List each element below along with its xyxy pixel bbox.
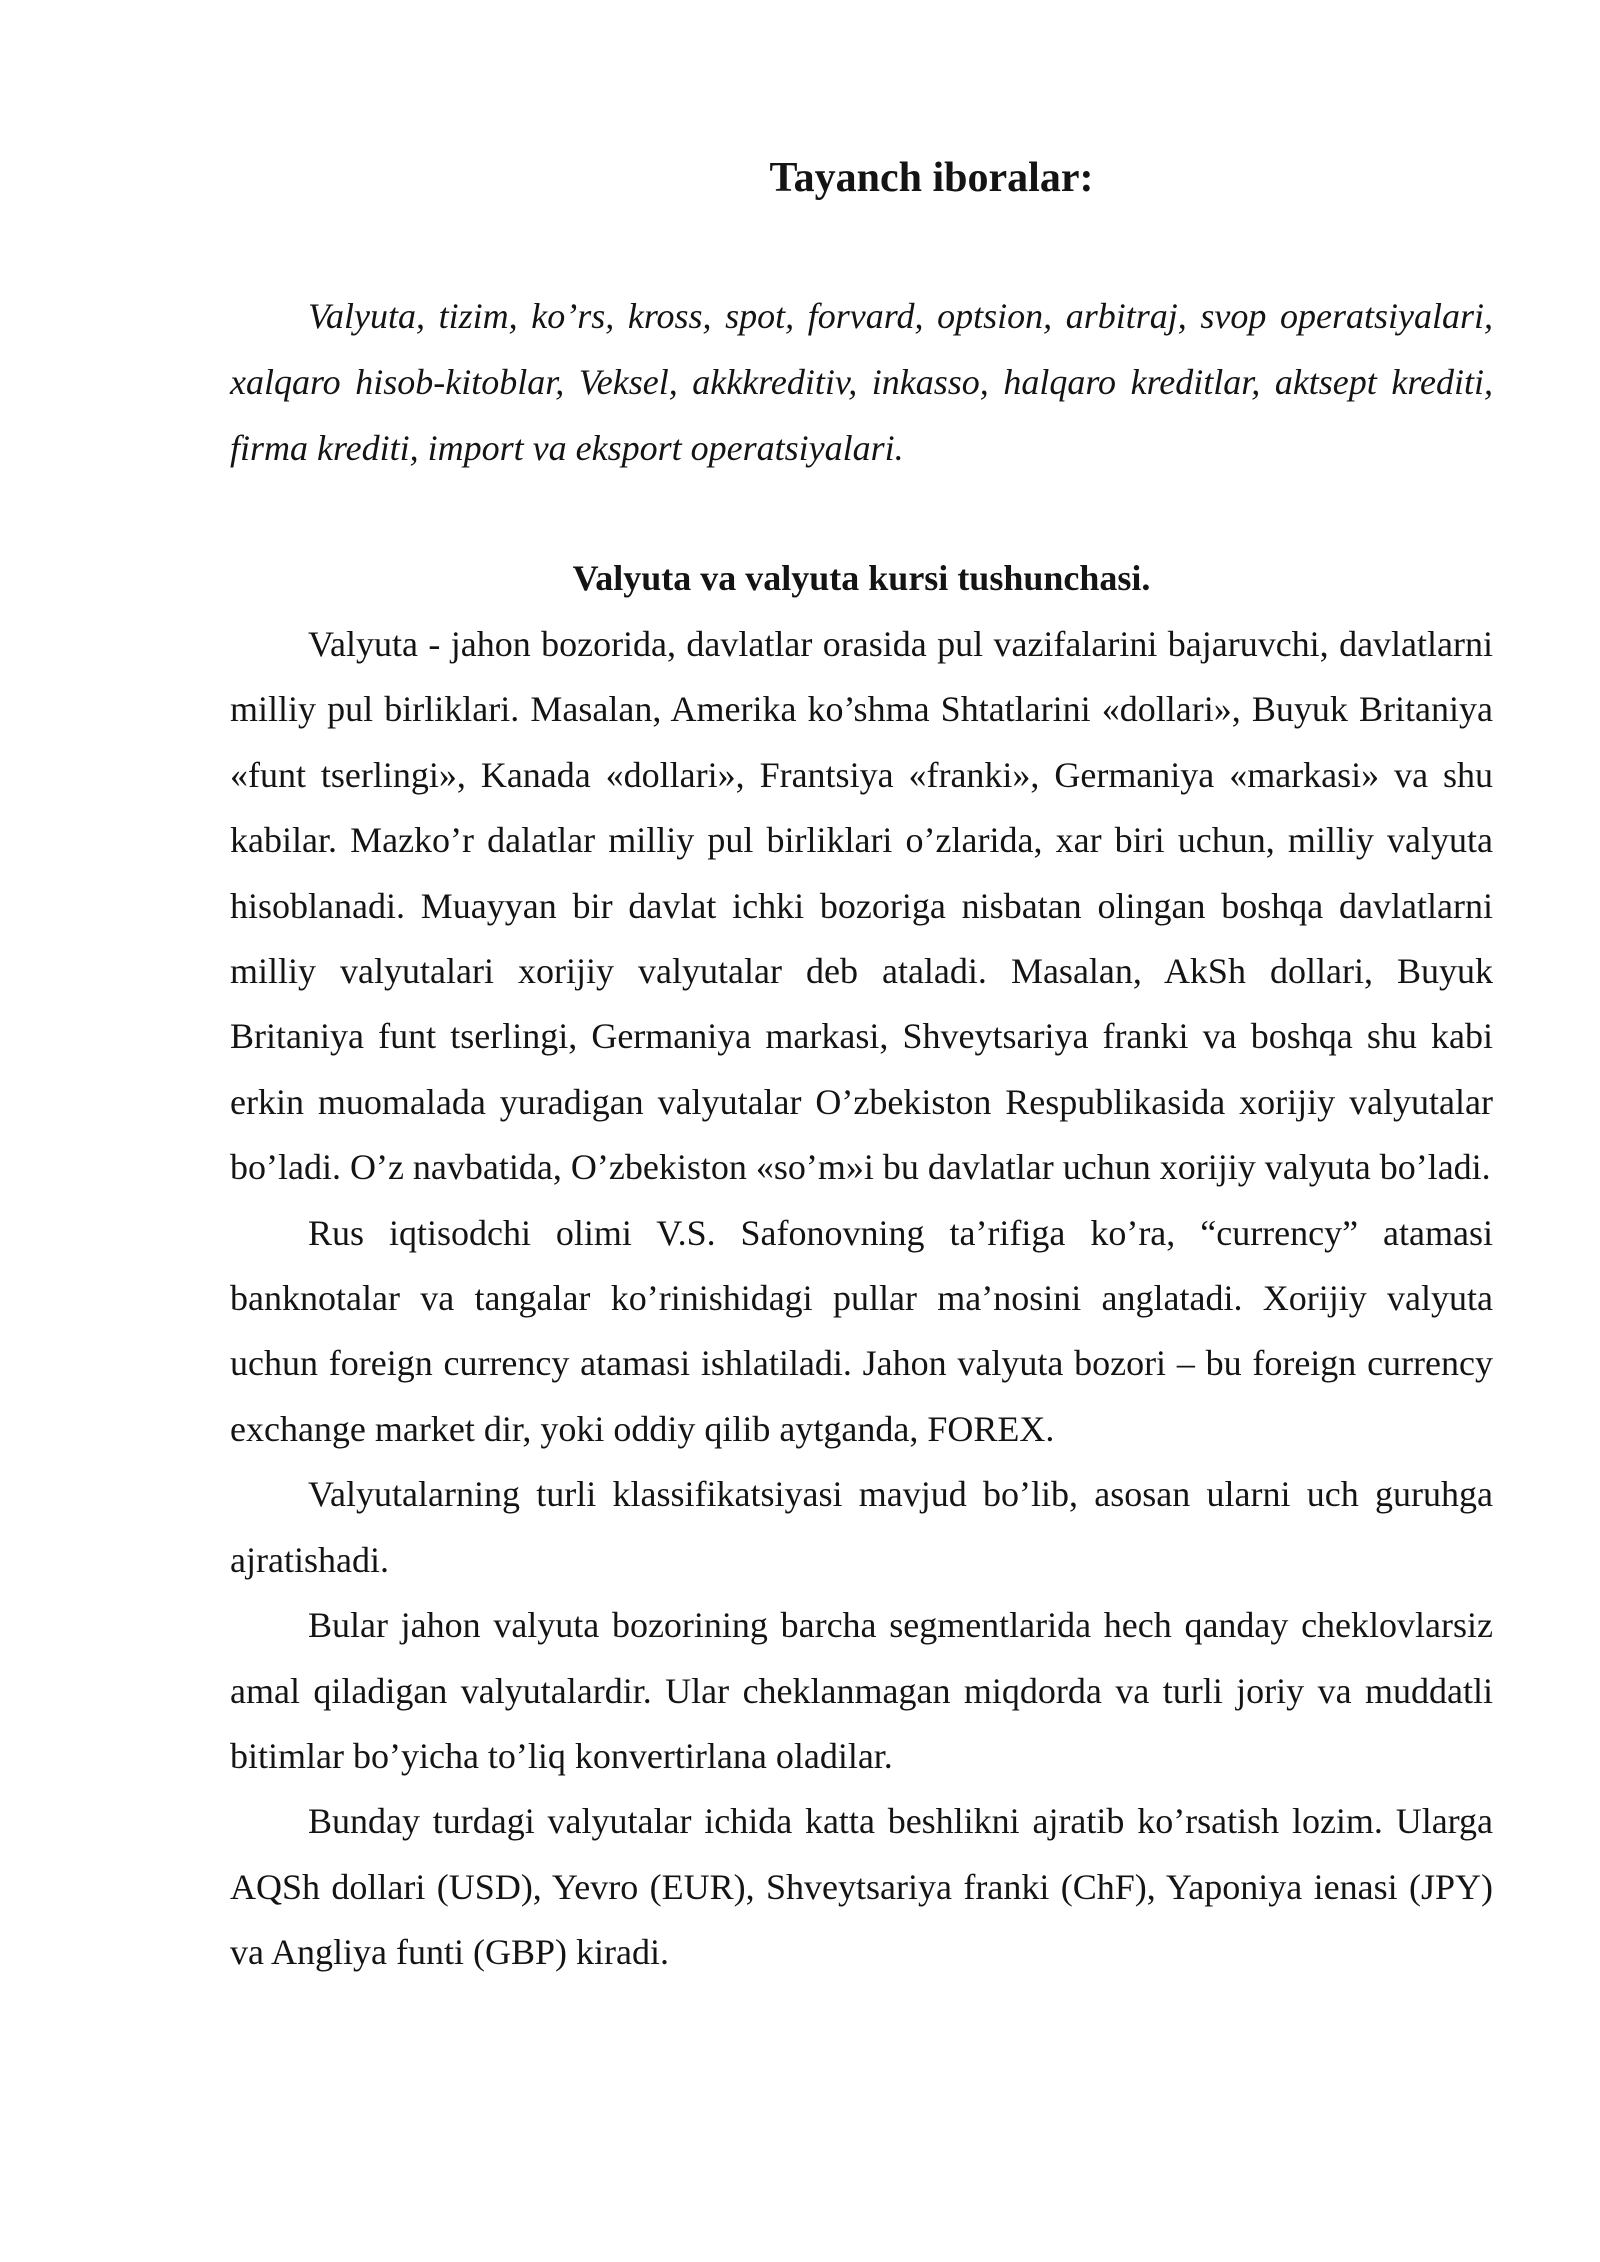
paragraph: Valyutalarning turli klassifikatsiyasi mavjud bo’lib, asosan ularni uch guruhga ajratishadi. [230, 1474, 1493, 1580]
keywords-paragraph: Valyuta, tizim, ko’rs, kross, spot, forvard, optsion, arbitraj, svop operatsiyalari, xalqaro hisob-kitoblar, Veksel, akkkreditiv, inkasso, halqaro kreditlar, aktsept krediti, firma krediti, import va eksport operatsiyalari. [230, 296, 1493, 468]
paragraph: Rus iqtisodchi olimi V.S. Safonovning ta’rifiga ko’ra, “currency” atamasi banknotalar va tangalar ko’rinishidagi pullar ma’nosini anglatadi. Xorijiy valyuta uchun foreign currency atamasi ishlatiladi. Jahon valyuta bozori – bu foreign currency exchange market dir, yoki oddiy qilib aytganda, FOREX. [230, 1212, 1493, 1449]
paragraph: Valyuta - jahon bozorida, davlatlar orasida pul vazifalarini bajaruvchi, davlatlarni milliy pul birliklari. Masalan, Amerika ko’shma Shtatlarini «dollari», Buyuk Britaniya «funt tserlingi», Kanada «dollari», Frantsiya «franki», Germaniya «markasi» va shu kabilar. Mazko’r dalatlar milliy pul birliklari o’zlarida, xar biri uchun, milliy valyuta hisoblanadi. Muayyan bir davlat ichki bozoriga nisbatan olingan boshqa davlatlarni milliy valyutalari xorijiy valyutalar deb ataladi. Masalan, AkSh dollari, Buyuk Britaniya funt tserlingi, Germaniya markasi, Shveytsariya franki va boshqa shu kabi erkin muomalada yuradigan valyutalar O’zbekiston Respublikasida xorijiy valyutalar bo’ladi. O’z navbatida, O’zbekiston «so’m»i bu davlatlar uchun xorijiy valyuta bo’ladi. [230, 624, 1493, 1188]
paragraph: Bunday turdagi valyutalar ichida katta beshlikni ajratib ko’rsatish lozim. Ularga AQSh dollari (USD), Yevro (EUR), Shveytsariya franki (ChF), Yaponiya ienasi (JPY) va Angliya funti (GBP) kiradi. [230, 1801, 1493, 1973]
paragraph: Bular jahon valyuta bozorining barcha segmentlarida hech qanday cheklovlarsiz amal qiladigan valyutalardir. Ular cheklanmagan miqdorda va turli joriy va muddatli bitimlar bo’yicha to’liq konvertirlana oladilar. [230, 1605, 1493, 1776]
page-title: Tayanch iboralar: [769, 155, 1094, 201]
body-text [230, 612, 1493, 1986]
section-title: Valyuta va valyuta kursi tushunchasi. [572, 558, 1151, 598]
